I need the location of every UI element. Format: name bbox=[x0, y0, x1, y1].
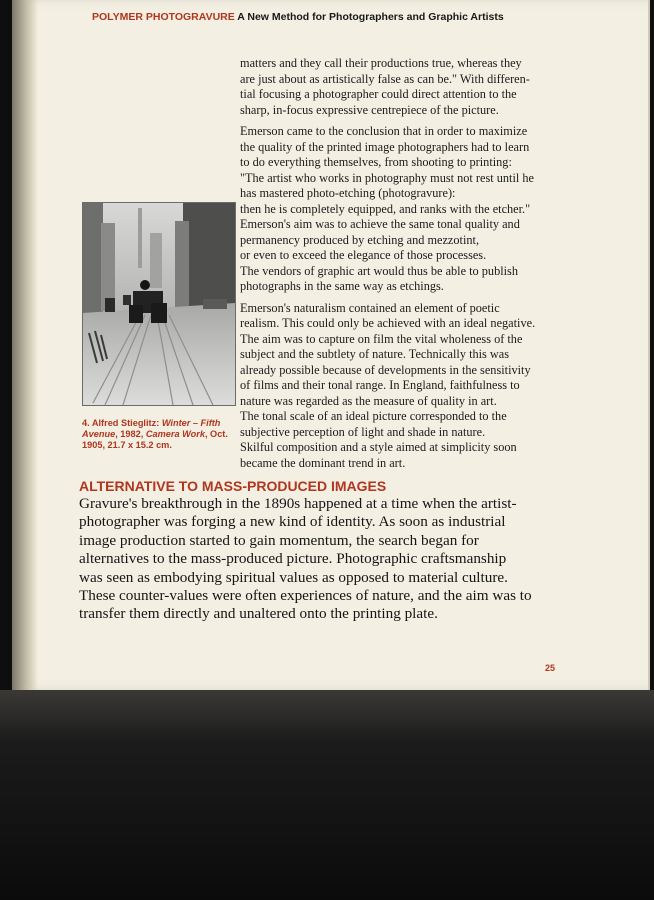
paragraph bbox=[240, 56, 580, 118]
section-heading: ALTERNATIVE TO MASS-PRODUCED IMAGES bbox=[79, 478, 387, 494]
header-subtitle: A New Method for Photographers and Graphic Artists bbox=[234, 11, 504, 23]
text-line: These counter-values were often experiences of nature, and the aim was to bbox=[79, 587, 532, 605]
figure-caption bbox=[82, 418, 242, 451]
caption-year: , 1982, bbox=[115, 429, 146, 439]
text-line: nature was regarded as the measure of quality in art. bbox=[240, 393, 497, 408]
text-line: Skilful composition and a style aimed at simplicity soon bbox=[240, 440, 517, 454]
text-line: of films and their tonal range. In England, faithfulness to bbox=[240, 378, 520, 392]
caption-source: Camera Work bbox=[145, 429, 205, 439]
text-column bbox=[240, 56, 580, 477]
text-line: Gravure's breakthrough in the 1890s happened at a time when the artist- bbox=[79, 495, 517, 512]
winter-fifth-avenue-image bbox=[83, 203, 235, 405]
text-line: subjective perception of light and shade in nature. bbox=[240, 424, 486, 439]
text-line: became the dominant trend in art. bbox=[240, 455, 406, 470]
text-line: photographer was forging a new kind of identity. As soon as industrial bbox=[79, 513, 506, 531]
text-line: The aim was to capture on film the vital wholeness of the bbox=[240, 331, 523, 346]
text-line: sharp, in-focus expressive centrepiece of the picture. bbox=[240, 102, 499, 117]
text-line: The vendors of graphic art would thus be able to publish bbox=[240, 263, 518, 278]
scan-background bbox=[0, 690, 654, 900]
header-title: POLYMER PHOTOGRAVURE bbox=[92, 11, 235, 23]
section-body bbox=[79, 495, 599, 624]
paragraph bbox=[240, 124, 580, 295]
text-line: image production started to gain momentum, the search began for bbox=[79, 531, 479, 549]
paragraph bbox=[240, 301, 580, 472]
text-line: permanency produced by etching and mezzotint, bbox=[240, 232, 480, 247]
text-line: "The artist who works in photography must not rest until he bbox=[240, 170, 534, 185]
text-line: then he is completely equipped, and ranks with the etcher." bbox=[240, 201, 531, 216]
text-line: the quality of the printed image photographers had to learn bbox=[240, 139, 530, 154]
page-number: 25 bbox=[545, 663, 556, 673]
text-line: tial focusing a photographer could direct attention to the bbox=[240, 87, 517, 101]
text-line: Emerson's aim was to achieve the same tonal quality and bbox=[240, 217, 520, 231]
text-line: alternatives to the mass-produced picture. Photographic craftsmanship bbox=[79, 550, 507, 568]
text-line: photographs in the same way as etchings. bbox=[240, 279, 444, 293]
page-gutter-shadow bbox=[12, 0, 38, 690]
text-line: transfer them directly and unaltered onto the printing plate. bbox=[79, 605, 438, 623]
caption-number: 4. Alfred Stieglitz: bbox=[82, 418, 162, 428]
text-line: has mastered photo-etching (photogravure): bbox=[240, 186, 456, 200]
text-line: already possible because of developments in the sensitivity bbox=[240, 362, 531, 377]
text-line: to do everything themselves, from shooting to printing: bbox=[240, 155, 512, 169]
caption-details: , Oct. 1905, 21.7 x 15.2 cm. bbox=[82, 429, 228, 450]
text-line: The tonal scale of an ideal picture corresponded to the bbox=[240, 409, 507, 423]
text-line: was seen as embodying spiritual values as opposed to material culture. bbox=[79, 568, 508, 586]
text-line: matters and they call their productions true, whereas they bbox=[240, 56, 522, 70]
figure-photo bbox=[82, 202, 236, 406]
text-line: Emerson came to the conclusion that in order to maximize bbox=[240, 124, 528, 138]
text-line: subject and the subtlety of nature. Technically this was bbox=[240, 347, 510, 361]
text-line: or even to exceed the elegance of those processes. bbox=[240, 248, 487, 262]
running-header bbox=[92, 11, 652, 23]
caption-title: Winter – Fifth Avenue bbox=[82, 418, 221, 439]
text-line: Emerson's naturalism contained an element of poetic bbox=[240, 300, 500, 315]
text-line: realism. This could only be achieved with an ideal negative. bbox=[240, 316, 536, 330]
book-page bbox=[12, 0, 650, 690]
text-line: are just about as artistically false as can be." With differen- bbox=[240, 71, 530, 86]
